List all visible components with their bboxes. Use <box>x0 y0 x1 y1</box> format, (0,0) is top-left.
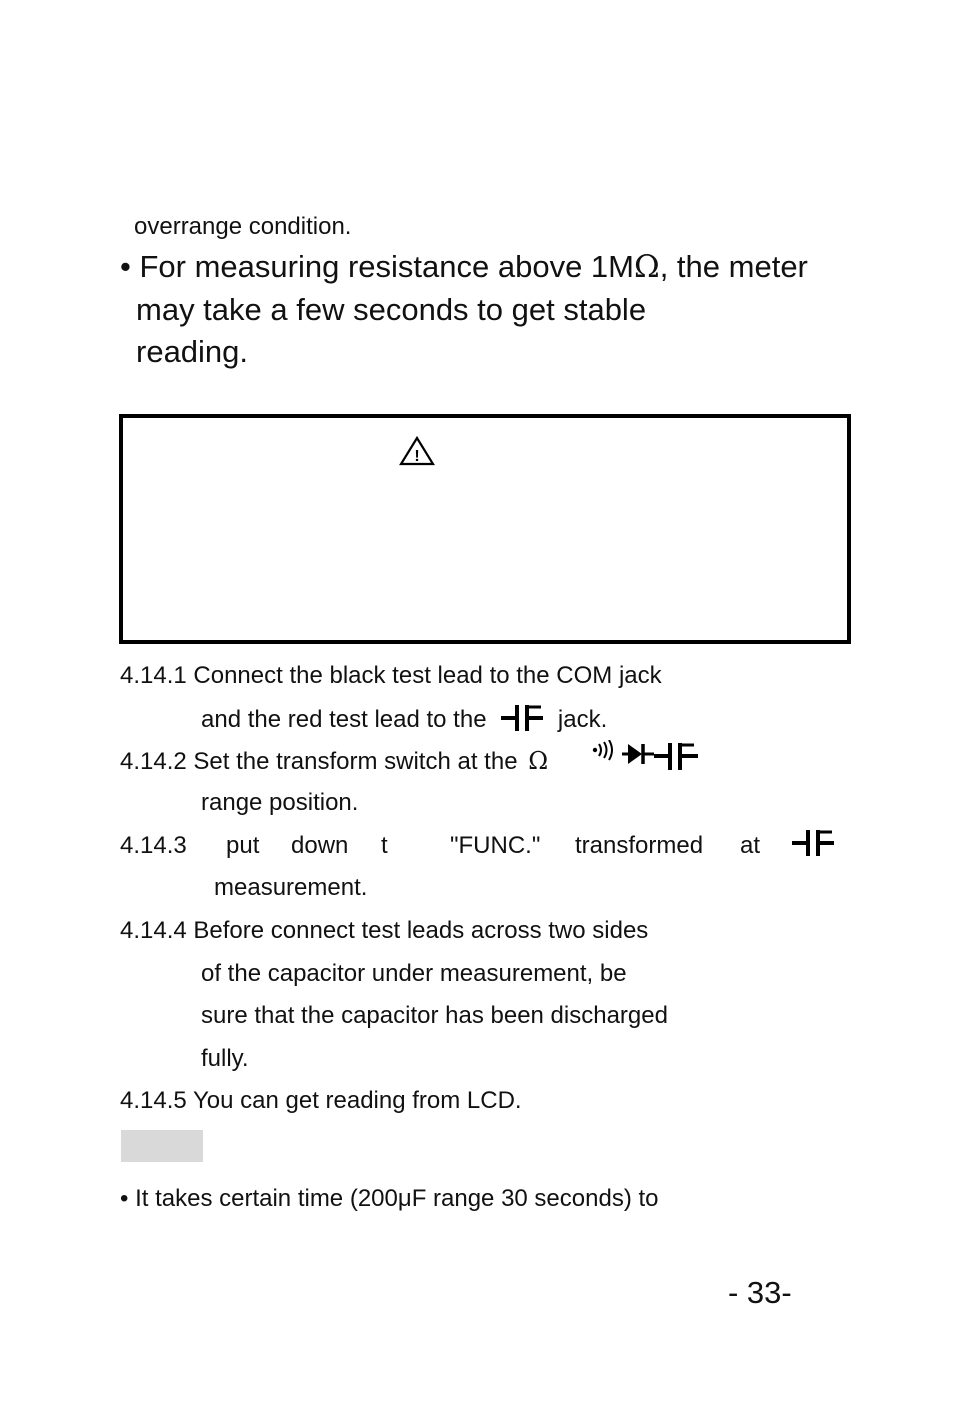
step-4-14-2-line1 <box>120 746 548 777</box>
warning-box <box>119 414 851 644</box>
ohm-symbol-small: Ω <box>528 747 549 775</box>
mode-symbols-icon <box>590 740 710 774</box>
step-4-14-3-num: 4.14.3 <box>120 832 187 859</box>
bullet-dot: • <box>120 249 131 284</box>
note-bullet-line <box>120 1184 659 1214</box>
warning-mark: ! <box>414 448 420 465</box>
step-4-14-3-word-t: t <box>381 832 388 859</box>
step-4-14-5-line1: 4.14.5 You can get reading from LCD. <box>120 1087 522 1114</box>
bullet-resistance-line1 <box>120 248 808 286</box>
step-4-14-1-text-b: jack. <box>557 706 608 733</box>
step-4-14-3-line2: measurement. <box>214 874 368 901</box>
step-4-14-2-text: 4.14.2 Set the transform switch at the <box>120 748 518 775</box>
step-4-14-3-word-func: "FUNC." <box>450 832 541 859</box>
note-label-block <box>121 1130 203 1162</box>
step-4-14-1-text-a: and the red test lead to the <box>201 706 487 733</box>
bullet-resistance-line3: reading. <box>136 334 249 369</box>
step-4-14-3-word-put: put <box>226 832 260 859</box>
bullet-resistance-line2: may take a few seconds to get stable <box>136 292 647 327</box>
step-4-14-2-line2: range position. <box>201 789 359 816</box>
step-4-14-1-line2 <box>201 703 607 735</box>
resistance-text-a: For measuring resistance above 1M <box>139 249 634 284</box>
step-4-14-3-word-down: down <box>291 832 349 859</box>
text-overrange: overrange condition. <box>134 213 352 240</box>
ohm-symbol: Ω <box>634 249 660 285</box>
step-4-14-4-line4: fully. <box>201 1045 249 1072</box>
step-4-14-3-word-at: at <box>740 832 761 859</box>
step-4-14-4-line1: 4.14.4 Before connect test leads across two sides <box>120 917 649 944</box>
note-bullet-text: It takes certain time (200μF range 30 seconds) to <box>135 1185 659 1212</box>
warning-triangle-icon <box>399 436 435 466</box>
resistance-text-b: , the meter <box>659 249 808 284</box>
step-4-14-3-word-transformed: transformed <box>575 832 704 859</box>
step-4-14-4-line3: sure that the capacitor has been discharged <box>201 1002 668 1029</box>
step-4-14-4-line2: of the capacitor under measurement, be <box>201 960 627 987</box>
page-number: - 33- <box>728 1275 792 1310</box>
capacitor-icon-2 <box>790 828 836 858</box>
capacitor-icon <box>499 703 545 733</box>
note-bullet-dot: • <box>120 1185 129 1212</box>
step-4-14-1-line1: 4.14.1 Connect the black test lead to the COM jack <box>120 662 662 689</box>
